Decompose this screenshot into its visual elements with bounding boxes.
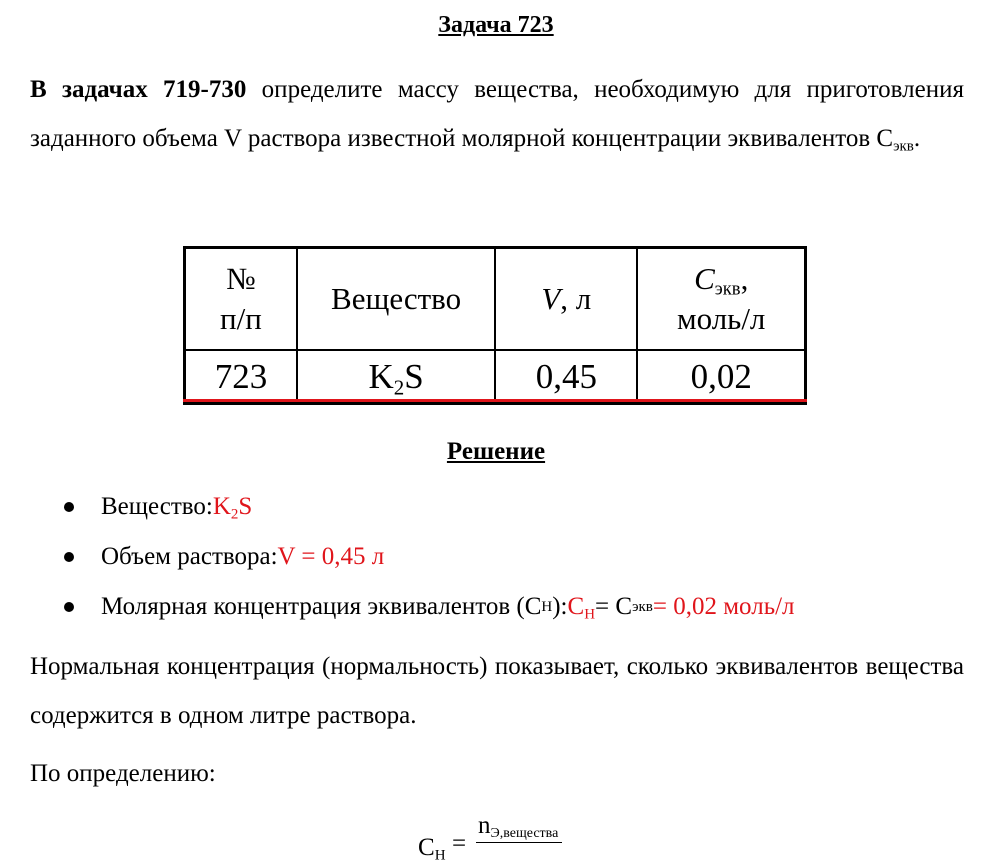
header-concentration	[637, 248, 805, 351]
table-row	[185, 350, 806, 404]
bullet-label: Объем раствора:	[101, 543, 278, 570]
substance-main: K	[368, 356, 394, 396]
bullet-icon	[64, 602, 74, 612]
list-item: Молярная концентрация эквивалентов (С Н ): $С_Н$ = С экв = 0,02 моль/л	[64, 582, 964, 632]
formula-numerator	[476, 812, 562, 843]
statement-end: .	[913, 124, 921, 152]
definition-paragraph: По определению:	[30, 760, 216, 787]
label-end: ):	[552, 593, 568, 620]
value-main: K	[212, 493, 231, 520]
formula-equals: =	[452, 830, 467, 857]
statement-text: определите массу вещества, необходимую для приготовления заданного объема V раствора известной молярной концентрации эквивалентов С	[30, 76, 964, 152]
volume-symbol: V	[541, 281, 561, 316]
num-main: n	[478, 812, 491, 839]
bullet-label: Молярная концентрация эквивалентов (С	[101, 593, 542, 620]
formula-lhs	[418, 834, 446, 862]
given-list	[64, 482, 964, 632]
substance-sub: 2	[393, 374, 405, 399]
list-item	[64, 532, 964, 582]
bullet-label: Вещество:	[101, 493, 213, 520]
bullet-value: V = 0,45 л	[277, 543, 385, 570]
value-mid: = С	[595, 593, 633, 620]
conc-sub: экв	[714, 278, 741, 300]
table-underline	[183, 399, 807, 402]
solution-title: Решение	[446, 438, 546, 465]
header-number-line2: п/п	[220, 301, 262, 336]
list-item	[64, 482, 964, 532]
conc-unit: моль/л	[677, 301, 766, 336]
header-number	[185, 248, 297, 351]
cell-substance	[297, 350, 495, 404]
value-c1-sub: Н	[584, 606, 596, 623]
bullet-icon	[64, 552, 74, 562]
header-number-line1: №	[226, 261, 256, 296]
substance-end: S	[404, 356, 424, 396]
bullet-value	[213, 493, 252, 521]
problem-statement	[30, 66, 964, 163]
value-c1: С	[567, 593, 585, 620]
conc-symbol: С	[694, 261, 715, 296]
data-table	[183, 246, 807, 405]
value-sub: 2	[230, 506, 239, 523]
bullet-icon	[64, 502, 74, 512]
bullet-value	[568, 593, 596, 621]
normality-paragraph: Нормальная концентрация (нормальность) показывает, сколько эквивалентов вещества содержится в одном литре раствора.	[30, 653, 964, 729]
volume-unit: , л	[560, 281, 592, 316]
value-end: S	[238, 493, 253, 520]
cell-concentration: 0,02	[637, 350, 805, 404]
table-header-row	[185, 248, 806, 351]
conc-comma: ,	[740, 261, 749, 296]
statement-sub: экв	[893, 138, 914, 154]
num-sub: Э,вещества	[490, 826, 559, 842]
lhs-main: С	[418, 834, 435, 861]
problem-title: Задача 723	[438, 12, 554, 38]
header-volume	[495, 248, 637, 351]
lhs-sub: Н	[434, 847, 446, 864]
header-substance: Вещество	[297, 248, 495, 351]
value-end: = 0,02 моль/л	[652, 593, 795, 620]
problem-range: В задачах 719-730	[30, 76, 247, 103]
cell-number: 723	[185, 350, 297, 404]
cell-volume: 0,45	[495, 350, 637, 404]
